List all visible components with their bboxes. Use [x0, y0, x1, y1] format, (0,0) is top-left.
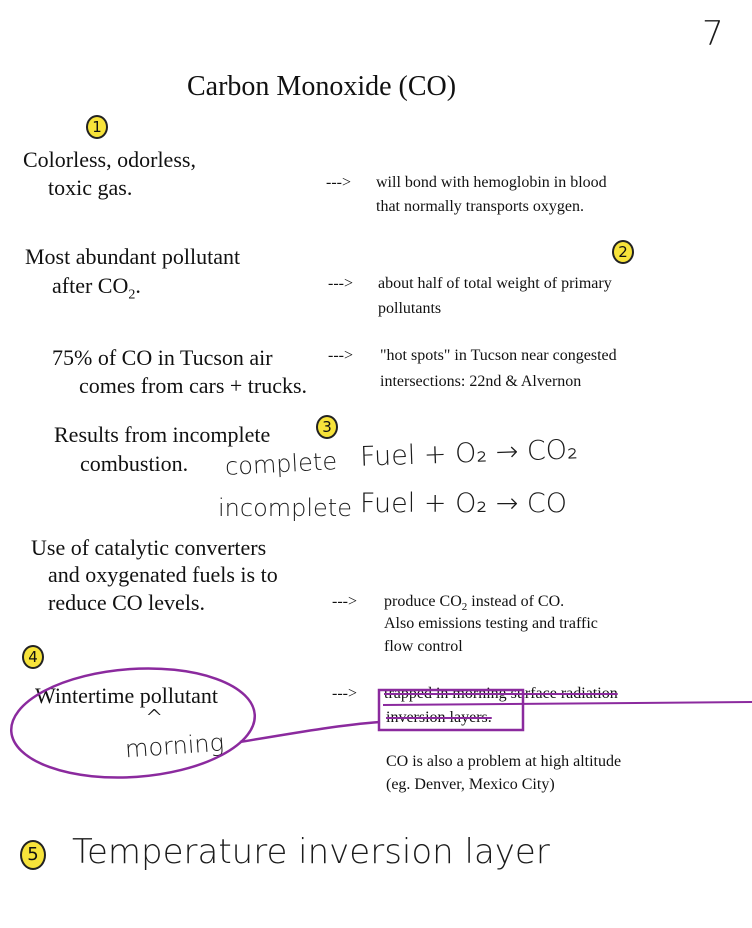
- s5-note2: Also emissions testing and traffic: [384, 615, 598, 632]
- s5-note1-sub: 2: [461, 601, 468, 614]
- hand-caret: ^: [145, 706, 164, 731]
- hand-equation-complete: Fuel + O₂ → CO₂: [359, 434, 579, 473]
- s6-note4: (eg. Denver, Mexico City): [386, 776, 555, 793]
- s5-line3: reduce CO levels.: [48, 590, 205, 615]
- connector-line: [240, 722, 380, 742]
- s4-line1: Results from incomplete: [54, 422, 271, 447]
- s6-note1: trapped in morning surface radiation: [384, 685, 618, 702]
- s2-arrow: --->: [328, 275, 354, 292]
- s3-note1: "hot spots" in Tucson near congested: [380, 347, 617, 364]
- s1-arrow: --->: [326, 174, 352, 191]
- s1-note2: that normally transports oxygen.: [376, 198, 584, 215]
- s2-note2: pollutants: [378, 300, 442, 317]
- marker-4-icon: 4: [22, 645, 44, 669]
- morning-circle: [8, 661, 259, 786]
- s5-arrow: --->: [332, 593, 358, 610]
- s3-line2: comes from cars + trucks.: [79, 373, 308, 398]
- s2-line2: [52, 272, 141, 309]
- s6-line1: Wintertime pollutant: [35, 683, 219, 708]
- hand-incomplete: incomplete: [218, 494, 352, 522]
- hand-temperature-inversion: Temperature inversion layer: [72, 832, 550, 872]
- s2-line1: Most abundant pollutant: [25, 244, 241, 269]
- s5-note1-text: produce CO: [384, 593, 462, 610]
- s6-note2: inversion layers.: [386, 709, 492, 726]
- s1-line1: Colorless, odorless,: [23, 147, 196, 172]
- s3-arrow: --->: [328, 347, 354, 364]
- s3-line1: 75% of CO in Tucson air: [52, 345, 273, 370]
- page-title: Carbon Monoxide (CO): [187, 71, 457, 102]
- s1-line2: toxic gas.: [48, 175, 133, 200]
- marker-5-icon: 5: [20, 840, 46, 870]
- s4-line2: combustion.: [80, 451, 189, 476]
- s5-note1-end: instead of CO.: [467, 593, 565, 610]
- hand-equation-incomplete: Fuel + O₂ → CO: [360, 488, 568, 519]
- marker-1-icon: 1: [86, 115, 108, 139]
- hand-complete: complete: [224, 447, 338, 481]
- s5-note3: flow control: [384, 638, 463, 655]
- s5-line1: Use of catalytic converters: [31, 535, 267, 560]
- page-number: 7: [702, 14, 724, 54]
- s6-note3: CO is also a problem at high altitude: [386, 753, 622, 770]
- s3-note2: intersections: 22nd & Alvernon: [380, 373, 582, 390]
- s2-line2-text: after CO: [52, 273, 129, 298]
- hand-morning: morning: [124, 728, 225, 764]
- s2-line2-end: .: [135, 273, 141, 298]
- marker-3-icon: 3: [316, 415, 338, 439]
- marker-2-icon: 2: [612, 240, 634, 264]
- s1-note1: will bond with hemoglobin in blood: [376, 174, 607, 191]
- s5-line2: and oxygenated fuels is to: [48, 562, 278, 587]
- s6-arrow: --->: [332, 685, 358, 702]
- s2-line2-sub: 2: [128, 287, 136, 303]
- s2-note1: about half of total weight of primary: [378, 275, 612, 292]
